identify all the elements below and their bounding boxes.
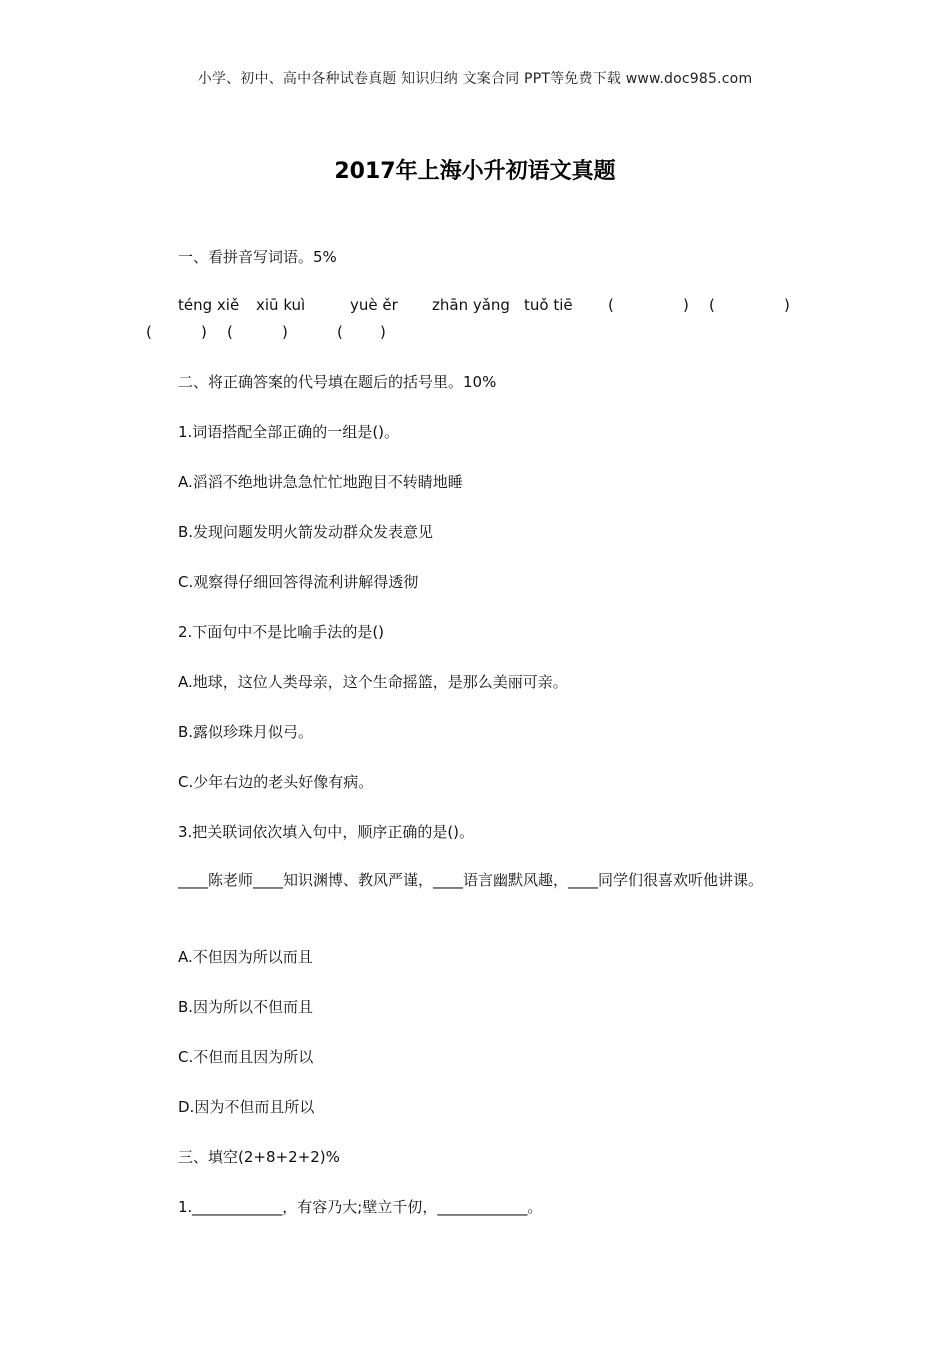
q3-sentence: ____陈老师____知识渊博、教风严谨，____语言幽默风趣，____同学们很喜欢听他讲课。 xyxy=(178,871,764,889)
q2-option-a: A.地球，这位人类母亲，这个生命摇篮，是那么美丽可亲。 xyxy=(178,673,568,691)
pinyin-1: téng xiě xyxy=(178,296,240,314)
page-header: 小学、初中、高中各种试卷真题 知识归纳 文案合同 PPT等免费下载 www.doc985.com xyxy=(197,71,753,87)
pinyin-5: tuǒ tiē xyxy=(524,296,573,314)
q3-option-d: D.因为不但而且所以 xyxy=(178,1098,315,1116)
bracket-open-5: ( xyxy=(337,323,343,341)
bracket-open-1: ( xyxy=(608,296,614,314)
q1-option-b: B.发现问题发明火箭发动群众发表意见 xyxy=(178,523,434,541)
pinyin-2: xiū kuì xyxy=(256,296,306,314)
page-title: 2017年上海小升初语文真题 xyxy=(334,159,616,184)
bracket-open-4: ( xyxy=(227,323,233,341)
pinyin-4: zhān yǎng xyxy=(432,296,510,314)
bracket-open-3: ( xyxy=(146,323,152,341)
pinyin-row xyxy=(0,296,950,346)
section3-q1: 1.____________，有容乃大;壁立千仞，____________。 xyxy=(178,1198,543,1216)
q3-option-a: A.不但因为所以而且 xyxy=(178,948,313,966)
section2-heading: 二、将正确答案的代号填在题后的括号里。10% xyxy=(178,373,497,391)
q1-option-c: C.观察得仔细回答得流利讲解得透彻 xyxy=(178,573,419,591)
q1-stem: 1.词语搭配全部正确的一组是()。 xyxy=(178,423,400,441)
bracket-close-3: ) xyxy=(201,323,207,341)
bracket-close-4: ) xyxy=(282,323,288,341)
q2-stem: 2.下面句中不是比喻手法的是() xyxy=(178,623,385,641)
section3-heading: 三、填空(2+8+2+2)% xyxy=(178,1148,340,1166)
q1-option-a: A.滔滔不绝地讲急急忙忙地跑目不转睛地睡 xyxy=(178,473,463,491)
bracket-close-5: ) xyxy=(380,323,386,341)
q2-option-c: C.少年右边的老头好像有病。 xyxy=(178,773,374,791)
q3-option-c: C.不但而且因为所以 xyxy=(178,1048,314,1066)
section1-heading: 一、看拼音写词语。5% xyxy=(178,248,337,266)
q2-option-b: B.露似珍珠月似弓。 xyxy=(178,723,314,741)
pinyin-3: yuè ěr xyxy=(350,296,398,314)
bracket-close-2: ) xyxy=(784,296,790,314)
q3-option-b: B.因为所以不但而且 xyxy=(178,998,314,1016)
q3-stem: 3.把关联词依次填入句中，顺序正确的是()。 xyxy=(178,823,475,841)
bracket-close-1: ) xyxy=(683,296,689,314)
bracket-open-2: ( xyxy=(709,296,715,314)
